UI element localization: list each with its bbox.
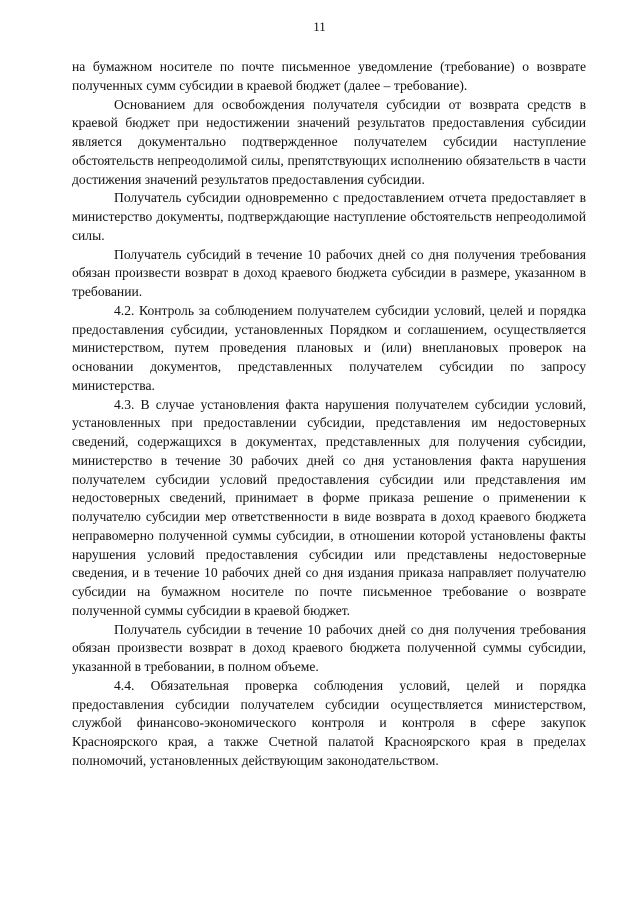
document-body bbox=[72, 58, 586, 771]
paragraph-refund-deadline: Получатель субсидий в течение 10 рабочих дней со дня получения требования обязан произвести возврат в доход краевого бюджета субсидии в размере, указанном в требовании. bbox=[72, 246, 586, 299]
paragraph-4-4-mandatory-check: 4.4. Обязательная проверка соблюдения условий, целей и порядка предоставления субсидии получателем субсидии осуществляется министерством, службой финансово-экономического контроля и контроля в сфере закупок Красноярского края, а также Счетной палатой Красноярского края в пределах полномочий, установленных действующим законодательством. bbox=[72, 677, 586, 768]
paragraph-4-3-violation: 4.3. В случае установления факта нарушения получателем субсидии условий, установленных при предоставлении субсидии, представления им недостоверных сведений, содержащихся в документах, представленных для получения субсидии, министерство в течение 30 рабочих дней со дня установления факта нарушения получателем субсидии условий предоставления субсидии или представления им недостоверных сведений, принимает в форме приказа решение о применении к получателю субсидии мер ответственности в виде возврата в доход краевого бюджета неправомерно полученной суммы субсидии, в отношении которой установлены факты нарушения условий предоставления субсидии или представлены недостоверные сведения, и в течение 10 рабочих дней со дня издания приказа направляет получателю субсидии на бумажном носителе по почте письменное требование о возврате полученной суммы субсидии в краевой бюджет. bbox=[72, 396, 586, 618]
paragraph-4-2-control: 4.2. Контроль за соблюдением получателем субсидии условий, целей и порядка предоставления субсидии, установленных Порядком и соглашением, осуществляется министерством, путем проведения плановых и (или) внеплановых проверок на основании документов, представленных получателем субсидии по запросу министерства. bbox=[72, 302, 586, 393]
paragraph-release-grounds: Основанием для освобождения получателя субсидии от возврата средств в краевой бюджет при недостижении значений результатов предоставления субсидии является документально подтвержденное получателем субсидии наступление обстоятельств непреодолимой силы, препятствующих исполнению обязательств в части достижения значений результатов предоставления субсидии. bbox=[72, 96, 586, 187]
page-number: 11 bbox=[313, 19, 326, 34]
paragraph-continuation: на бумажном носителе по почте письменное уведомление (требование) о возврате полученных сумм субсидии в краевой бюджет (далее – требование). bbox=[72, 59, 586, 93]
paragraph-force-majeure-documents: Получатель субсидии одновременно с предоставлением отчета предоставляет в министерство документы, подтверждающие наступление обстоятельств непреодолимой силы. bbox=[72, 190, 586, 243]
paragraph-refund-full: Получатель субсидии в течение 10 рабочих дней со дня получения требования обязан произвести возврат в доход краевого бюджета полученной суммы субсидии, указанной в требовании, в полном объеме. bbox=[72, 621, 586, 674]
